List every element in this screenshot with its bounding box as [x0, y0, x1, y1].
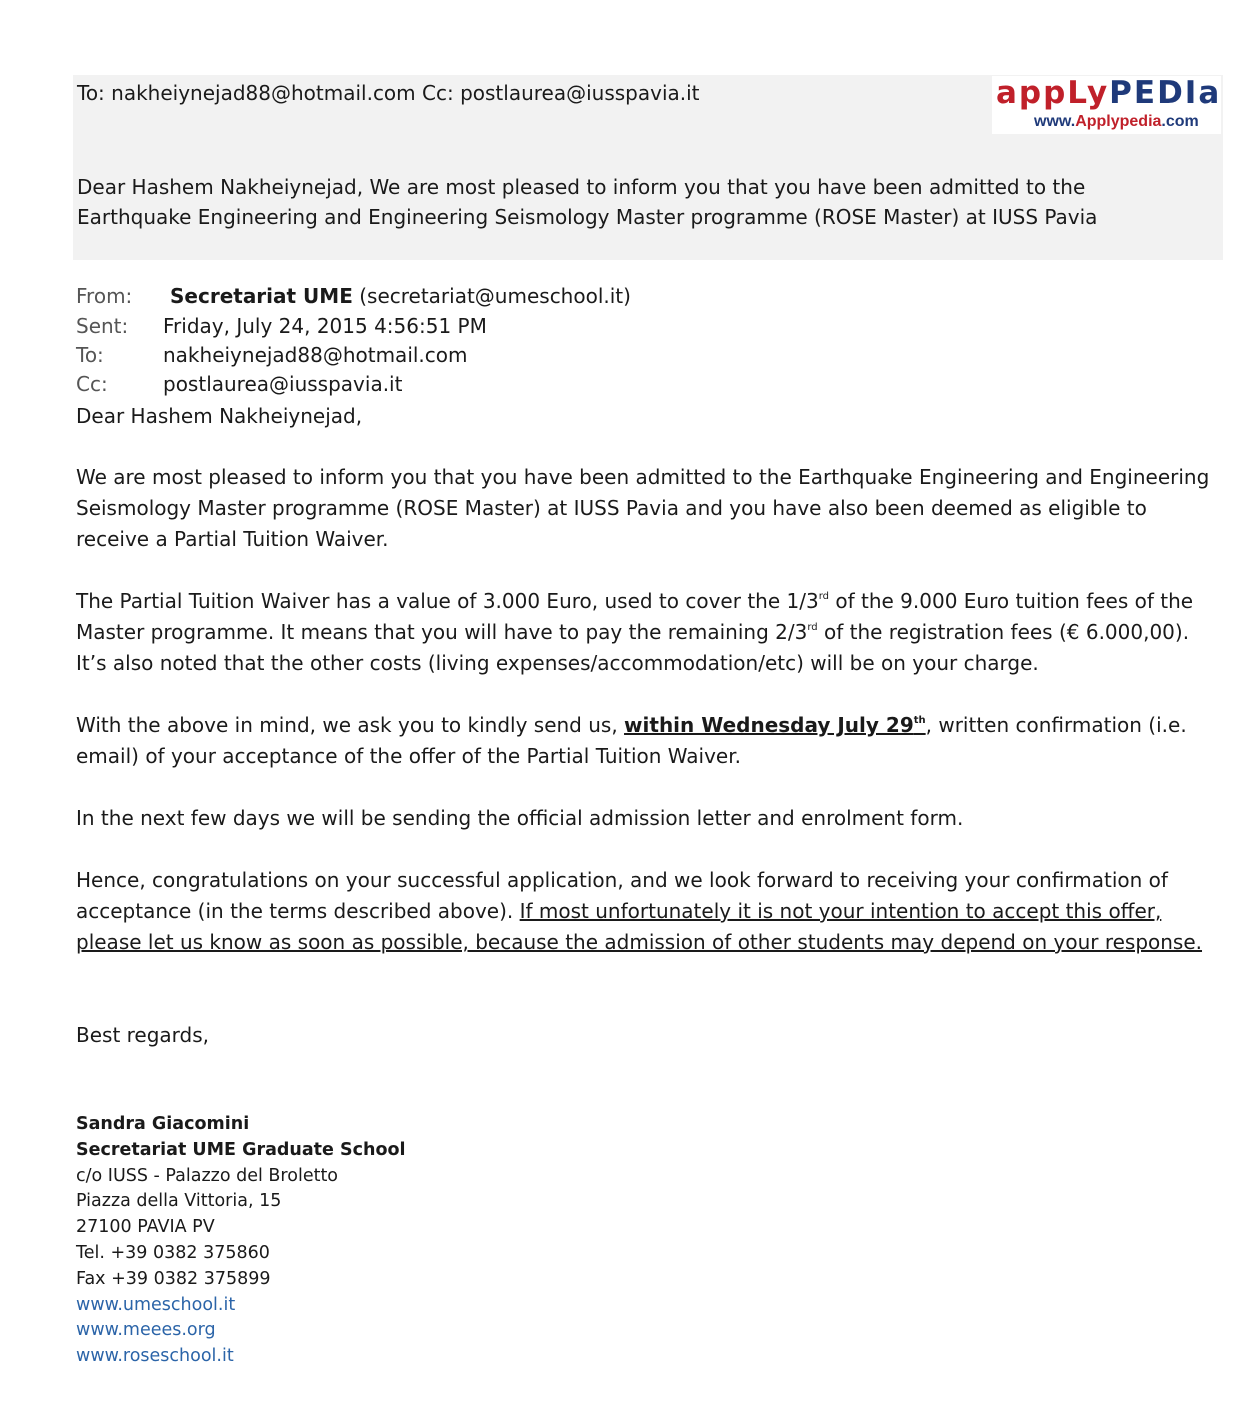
sent-value: Friday, July 24, 2015 4:56:51 PM: [163, 314, 487, 338]
cc-value[interactable]: postlaurea@iusspavia.it: [163, 372, 403, 396]
signature-org: Secretariat UME Graduate School: [76, 1139, 406, 1160]
paragraph-waiver: [76, 586, 1216, 679]
from-label: From:: [76, 284, 133, 308]
ordinal-suffix: rd: [807, 622, 818, 633]
ordinal-suffix: rd: [818, 591, 829, 602]
to-value[interactable]: nakheiynejad88@hotmail.com: [163, 343, 468, 367]
sender-email[interactable]: (secretariat@umeschool.it): [359, 284, 631, 308]
link-umeschool[interactable]: www.umeschool.it: [76, 1294, 236, 1315]
paragraph-admission-text: We are most pleased to inform you that you have been admitted to the Earthquake Engineering and Engineering Seismology Master programme (ROSE Master) at IUSS Pavia and you have also been deemed as eligible to receive a Partial Tuition Waiver.: [76, 465, 1210, 551]
signature-address-line-3: 27100 PAVIA PV: [76, 1217, 215, 1238]
decline-notice-text: If most unfortunately it is not your intention to accept this offer, please let us know as soon as possible, because the admission of other students may depend on your response.: [76, 899, 1203, 954]
to-label: To:: [76, 343, 104, 367]
link-roseschool[interactable]: www.roseschool.it: [76, 1346, 234, 1367]
paragraph-waiver-text: [76, 586, 1216, 679]
waiver-text-part-1: The Partial Tuition Waiver has a value of 3.000 Euro, used to cover the 1/3: [76, 589, 819, 613]
paragraph-next-steps-text: In the next few days we will be sending the official admission letter and enrolment form.: [76, 806, 964, 830]
link-meees[interactable]: www.meees.org: [76, 1320, 216, 1341]
preview-snippet: Dear Hashem Nakheiynejad, We are most pleased to inform you that you have been admitted to the Earthquake Engineering and Engineering Seismology Master programme (ROSE Master) at IUSS Pavia: [77, 175, 1098, 229]
waiver-text-part-3: of the registration fees (€ 6.000,00). It’s also noted that the other costs (living expenses/accommodation/etc) will be on your charge.: [76, 620, 1190, 675]
header-from-row: [76, 283, 631, 309]
congratulations-text: Hence, congratulations on your successful application, and we look forward to receiving your confirmation of acceptance (in the terms described above).: [76, 868, 1168, 923]
signature-address-line-1: c/o IUSS - Palazzo del Broletto: [76, 1165, 339, 1186]
logo-word-apply: appLy: [996, 75, 1110, 111]
logo-url-suffix: .com: [1161, 113, 1199, 130]
logo-word-pedia: PEDIa: [1109, 75, 1222, 111]
confirmation-text-part-2: , written confirmation (i.e. email) of your acceptance of the offer of the Partial Tuition Waiver.: [76, 713, 1187, 768]
sender-name[interactable]: Secretariat UME: [170, 284, 353, 308]
header-to-row: [76, 342, 468, 368]
logo-wordmark: [996, 76, 1221, 110]
ordinal-suffix: th: [913, 715, 926, 726]
signature-name: Sandra Giacomini: [76, 1114, 250, 1134]
confirmation-text-part-1: With the above in mind, we ask you to kindly send us,: [76, 713, 625, 737]
deadline-text: within Wednesday July 29th: [624, 713, 926, 737]
header-cc-row: [76, 371, 402, 397]
paragraph-confirmation-text: [76, 710, 1216, 772]
logo-url-name: Applypedia: [1075, 113, 1162, 130]
paragraph-confirmation: [76, 710, 1216, 772]
paragraph-congratulations: [76, 865, 1216, 958]
logo-url: [1034, 112, 1199, 132]
signature-fax: Fax +39 0382 375899: [76, 1268, 271, 1289]
paragraph-admission: [76, 462, 1216, 555]
preview-recipients: To: nakheiynejad88@hotmail.com Cc: postlaurea@iusspavia.it: [77, 81, 700, 105]
waiver-text-part-2: of the 9.000 Euro tuition fees of the Master programme. It means that you will have to pay the remaining 2/3: [76, 589, 1194, 644]
greeting: Dear Hashem Nakheiynejad,: [76, 404, 363, 428]
logo-url-prefix: www.: [1034, 113, 1076, 130]
applypedia-logo: [992, 76, 1221, 134]
paragraph-congratulations-text: [76, 865, 1216, 958]
signature-phone: Tel. +39 0382 375860: [76, 1242, 270, 1263]
signature-block: [76, 1112, 406, 1370]
cc-label: Cc:: [76, 372, 108, 396]
signature-address-line-2: Piazza della Vittoria, 15: [76, 1191, 282, 1212]
closing: Best regards,: [76, 1023, 210, 1047]
sent-label: Sent:: [76, 314, 129, 338]
paragraph-next-steps: [76, 803, 1216, 834]
header-sent-row: [76, 313, 487, 339]
